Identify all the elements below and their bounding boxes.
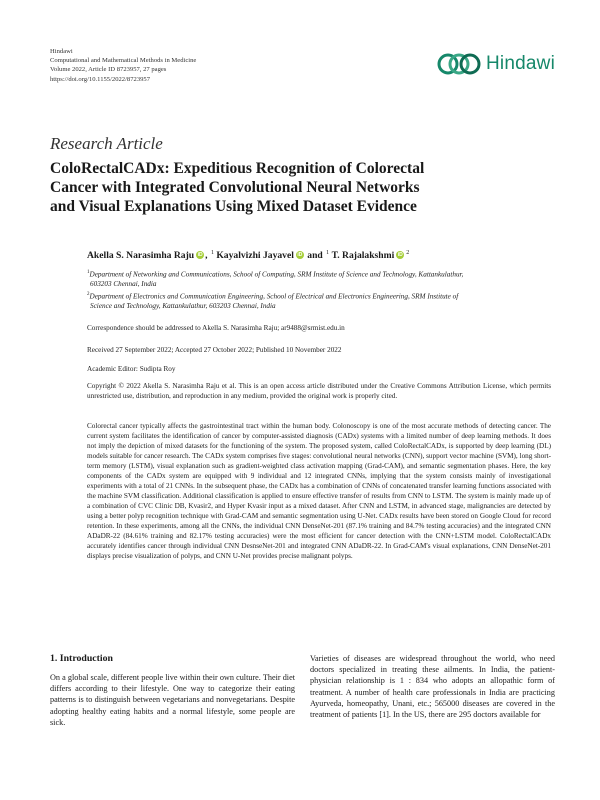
orcid-icon[interactable]: iD [197, 252, 203, 258]
copyright-notice: Copyright © 2022 Akella S. Narasimha Raju et al. This is an open access article distributed under the Creative Commons Attribution License, which permits unrestricted use, distribution, and reproduction in any medium, provided the original work is properly cited. [87, 382, 551, 400]
volume-info: Volume 2022, Article ID 8723957, 27 pages [50, 66, 167, 74]
title-line: Cancer with Integrated Convolutional Neural Networks [50, 179, 420, 196]
abstract: Colorectal cancer typically affects the gastrointestinal tract within the human body. Colonoscopy is one of the most accurate methods of detecting cancer. The current system facilitates the identification of cancer by computer-assisted diagnosis (CADx) systems with a limited number of deep learning methods. It does not imply the depiction of mixed datasets for the functioning of the system. The proposed system, called ColoRectalCADx, is supported by deep learning (DL) models suitable for cancer research. The CADx system comprises five stages: convolutional neural networks (CNN), support vector machine (SVM), long short-term memory (LSTM), visual explanation such as gradient-weighted class activation mapping (Grad-CAM), and semantic segmentation phases. Here, the key components of the CADx system are equipped with 9 individual and 12 integrated CNNs, implying that the system consists mainly of investigational experiments with a total of 21 CNNs. In the subsequent phase, the CADx has a combination of CNNs of concatenated transfer learning functions associated with the machine SVM classification. Additional classification is applied to ensure effective transfer of results from CNN to LSTM. The system is mainly made up of a combination of CVC Clinic DB, Kvasir2, and Hyper Kvasir input as a mixed dataset. After CNN and LSTM, in advanced stage, malignancies are detected by using a better polyp recognition technique with Grad-CAM and semantic segmentation using U-Net. CADx results have been stored on Google Cloud for record retention. In these experiments, among all the CNNs, the individual CNN DenseNet-201 (87.1% training and 84.7% testing accuracies) and the integrated CNN ADaDR-22 (84.61% training and 82.17% testing accuracies) were the most efficient for cancer detection with the CNN+LSTM model. ColoRectalCADx accurately identifies cancer through individual CNN DesnseNet-201 and integrated CNN ADaDR-22. In Grad-CAM's visual explanations, CNN DenseNet-201 displays precise visualization of polyps, and CNN U-Net provides precise malignant polyps. [87, 422, 551, 560]
hindawi-logo[interactable] [437, 50, 557, 78]
academic-editor: Academic Editor: Sudipta Roy [87, 365, 176, 373]
publisher-name: Hindawi [50, 48, 73, 55]
hindawi-rings-icon [437, 51, 481, 77]
title-line: and Visual Explanations Using Mixed Dataset Evidence [50, 198, 417, 215]
affiliation-number: 1 [87, 270, 90, 275]
author-affil-number: 2 [406, 250, 410, 256]
affiliation-line: Science and Technology, Kattankulathur, 603203 Chennai, India [90, 302, 276, 311]
author-separator: and [304, 250, 326, 261]
body-paragraph: On a global scale, different people live within their own culture. Their diet differs according to their lifestyle. One way to categorize their eating patterns is to distinguish between vegetarians and nonvegetarians. Despite adopting healthy eating habits and a normal lifestyle, some people are sick. [50, 673, 295, 727]
affiliations [87, 268, 557, 313]
author-name[interactable]: Kayalvizhi Jayavel [216, 250, 294, 261]
author-name[interactable]: T. Rajalakshmi [331, 250, 395, 261]
body-column-right [310, 653, 555, 720]
orcid-icon[interactable]: iD [297, 252, 303, 258]
logo-wordmark: Hindawi [486, 53, 555, 74]
affiliation-line: 603203 Chennai, India [90, 279, 157, 288]
body-column-left [50, 653, 295, 728]
journal-meta [50, 47, 196, 84]
author-separator: , [205, 250, 210, 261]
author-affil-number: 1 [210, 250, 214, 256]
title-line: ColoRectalCADx: Expeditious Recognition of Colorectal [50, 160, 425, 177]
paper-title [50, 159, 520, 216]
affiliation-line: Department of Electronics and Communication Engineering, School of Electrical and Electronics Engineering, SRM Institute of [89, 292, 459, 301]
affiliation-number: 2 [87, 292, 90, 298]
affiliation [87, 268, 557, 289]
journal-name: Computational and Mathematical Methods in Medicine [50, 57, 197, 65]
section-heading: 1. Introduction [50, 653, 113, 664]
author-affil-number: 1 [326, 250, 330, 256]
author-name[interactable]: Akella S. Narasimha Raju [87, 250, 195, 261]
body-paragraph: Varieties of diseases are widespread throughout the world, who need doctors specialized in treating these ailments. In India, the patient-physician relationship is 1 : 834 who adopts an allopathic form of treatment. A number of health care professionals in India are practicing Ayurveda, homeopathy, Unani, etc.; 565000 diseases are covered in the treatment of patients [1]. In the US, there are 295 doctors available for [310, 654, 555, 720]
correspondence: Correspondence should be addressed to Akella S. Narasimha Raju; ar9488@srmist.edu.in [87, 324, 345, 332]
affiliation-line: Department of Networking and Communications, School of Computing, SRM Institute of Science and Technology, Kattankulathur, [89, 270, 464, 279]
author-list [87, 250, 409, 261]
article-type: Research Article [50, 134, 163, 153]
publication-dates: Received 27 September 2022; Accepted 27 October 2022; Published 10 November 2022 [87, 346, 342, 354]
orcid-icon[interactable]: iD [397, 252, 403, 258]
affiliation [87, 290, 557, 311]
doi-link[interactable]: https://doi.org/10.1155/2022/8723957 [50, 75, 151, 83]
